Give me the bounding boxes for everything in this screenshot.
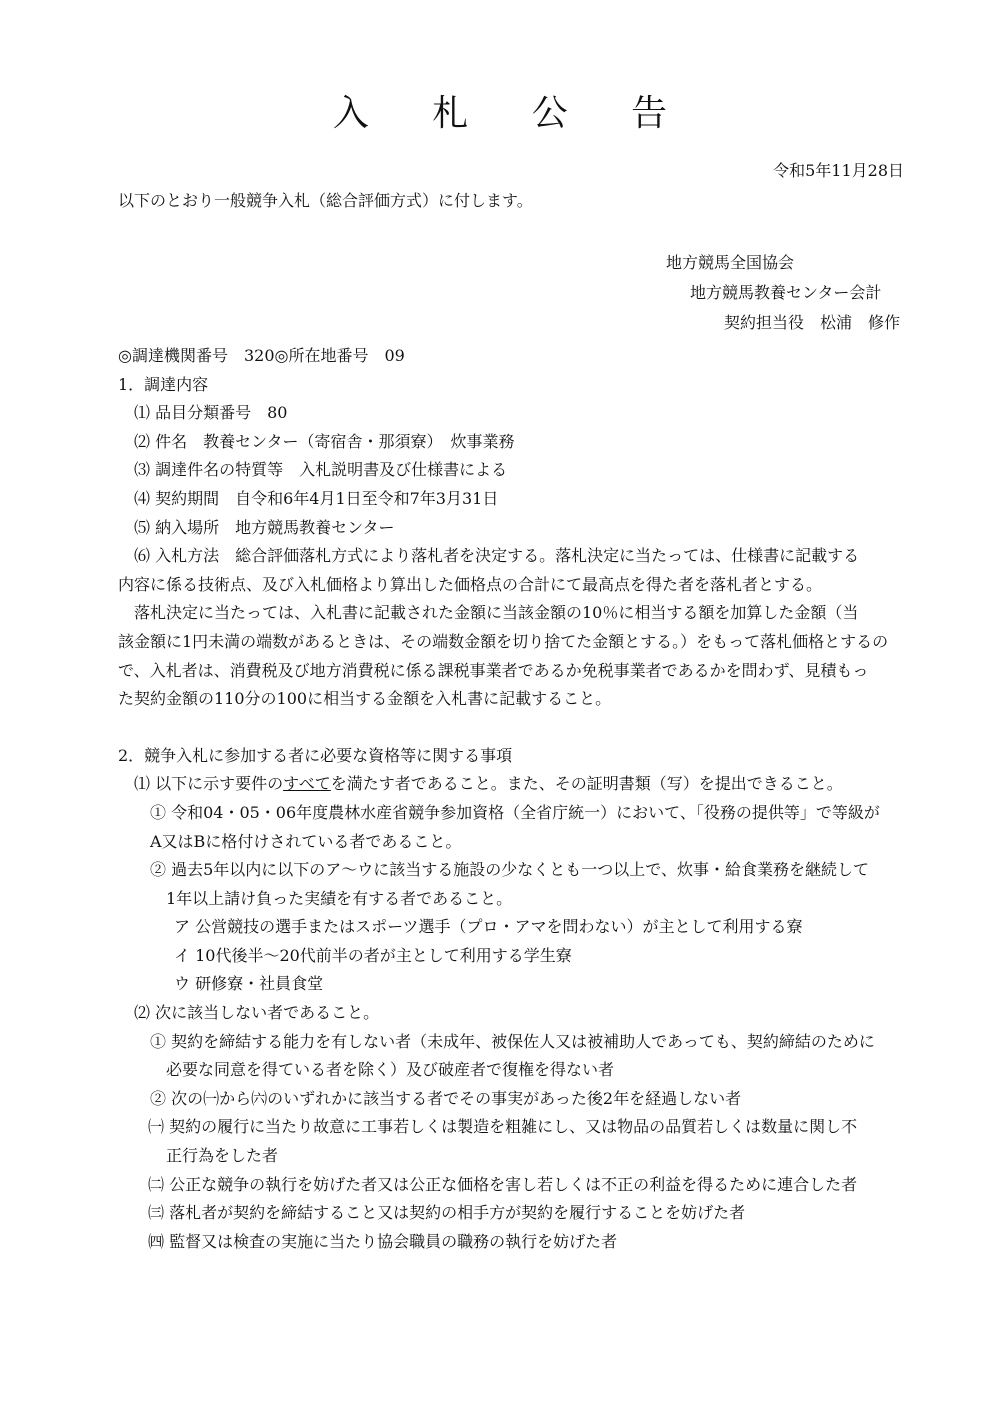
- price-paragraph-line: た契約金額の110分の100に相当する金額を入札書に記載すること。: [118, 689, 612, 709]
- issue-date: 令和5年11月28日: [773, 161, 904, 180]
- section2-heading: 2．競争入札に参加する者に必要な資格等に関する事項: [118, 745, 513, 765]
- criterion-1-line: ① 令和04・05・06年度農林水産省競争参加資格（全省庁統一）において、「役務の提供等」で等級が: [150, 802, 880, 822]
- requirement-2: ⑵ 次に該当しない者であること。: [134, 1003, 380, 1023]
- requirement-1-post: を満たす者であること。また、その証明書類（写）を提出できること。: [330, 774, 843, 794]
- price-paragraph-line: 該金額に1円未満の端数があるときは、その端数金額を切り捨てた金額とする。）をもって落札価格とするの: [118, 631, 889, 651]
- issuer-org: 地方競馬全国協会: [666, 253, 795, 272]
- section1-item: ⑸ 納入場所 地方競馬教養センター: [134, 517, 395, 537]
- disqualification-item-c: ㈢ 落札者が契約を締結すること又は契約の相手方が契約を履行することを妨げた者: [148, 1203, 746, 1223]
- requirement-1: [118, 770, 908, 799]
- disqualification-item-a: ㈠ 契約の履行に当たり故意に工事若しくは製造を粗雑にし、又は物品の品質若しくは数量に関し不: [148, 1117, 858, 1137]
- document-title: 入 札 公 告: [332, 93, 694, 134]
- issuer-officer: 契約担当役 松浦 修作: [724, 313, 901, 332]
- disqualification-2: ② 次の㈠から㈥のいずれかに該当する者でその事実があった後2年を経過しない者: [150, 1088, 742, 1108]
- procurement-codes: ◎調達機関番号 320◎所在地番号 09: [118, 346, 405, 365]
- disqualification-1-line: 必要な同意を得ている者を除く）及び破産者で復権を得ない者: [166, 1060, 615, 1080]
- disqualification-item-d: ㈣ 監督又は検査の実施に当たり協会職員の職務の執行を妨げた者: [148, 1231, 618, 1251]
- facility-item: イ 10代後半～20代前半の者が主として利用する学生寮: [174, 945, 572, 965]
- section1-item: ⑶ 調達件名の特質等 入札説明書及び仕様書による: [134, 460, 508, 480]
- facility-item: ウ 研修寮・社員食堂: [174, 974, 324, 994]
- criterion-2-line: ② 過去5年以内に以下のア～ウに該当する施設の少なくとも一つ以上で、炊事・給食業務を継続して: [150, 860, 869, 880]
- requirement-1-pre: ⑴ 以下に示す要件の: [134, 774, 284, 794]
- disqualification-1-line: ① 契約を締結する能力を有しない者（未成年、被保佐人又は被補助人であっても、契約締結のために: [150, 1031, 875, 1051]
- section1-item: ⑴ 品目分類番号 80: [134, 403, 288, 423]
- section1-heading: 1．調達内容: [118, 374, 209, 394]
- section1-item6-line: ⑹ 入札方法 総合評価落札方式により落札者を決定する。落札決定に当たっては、仕様書に記載する: [134, 546, 860, 566]
- requirement-1-emphasis: すべて: [283, 774, 331, 794]
- section1-item: ⑷ 契約期間 自令和6年4月1日至令和7年3月31日: [134, 488, 499, 508]
- price-paragraph-line: で、入札者は、消費税及び地方消費税に係る課税事業者であるか免税事業者であるかを問わず、見積もっ: [118, 660, 869, 680]
- section1-item: ⑵ 件名 教養センター（寄宿舎・那須寮） 炊事業務: [134, 431, 515, 451]
- section1-item6-line: 内容に係る技術点、及び入札価格より算出した価格点の合計にて最高点を得た者を落札者とする。: [118, 574, 823, 594]
- facility-item: ア 公営競技の選手またはスポーツ選手（プロ・アマを問わない）が主として利用する寮: [174, 917, 803, 937]
- disqualification-item-b: ㈡ 公正な競争の執行を妨げた者又は公正な価格を害し若しくは不正の利益を得るために連合した者: [148, 1174, 858, 1194]
- price-paragraph-line: 落札決定に当たっては、入札書に記載された金額に当該金額の10％に相当する額を加算した金額（当: [118, 603, 859, 623]
- disqualification-item-a: 正行為をした者: [166, 1146, 279, 1166]
- criterion-1-line: A又はBに格付けされている者であること。: [150, 831, 462, 851]
- intro-text: 以下のとおり一般競争入札（総合評価方式）に付します。: [118, 191, 533, 210]
- issuer-dept: 地方競馬教養センター会計: [690, 283, 882, 302]
- document-body: [118, 342, 908, 1256]
- criterion-2-line: 1年以上請け負った実績を有する者であること。: [166, 888, 513, 908]
- section-gap: [118, 714, 908, 742]
